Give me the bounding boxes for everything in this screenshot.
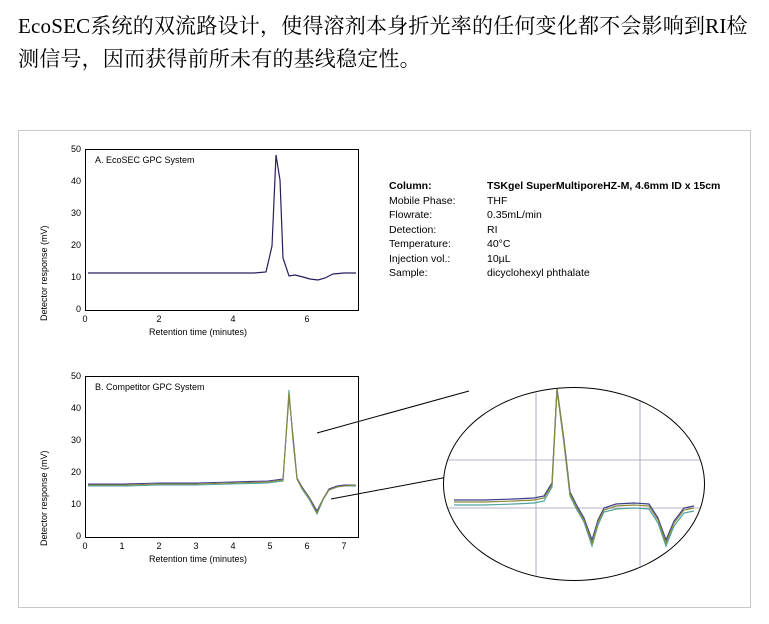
panel-b-xtick: 1 <box>119 541 125 551</box>
panel-b-ytick: 0 <box>75 531 81 541</box>
method-value: dicyclohexyl phthalate <box>487 267 590 279</box>
table-row <box>389 252 720 267</box>
panel-a-trace-svg <box>86 150 358 310</box>
method-value: 10µL <box>487 252 511 265</box>
method-key: Flowrate: <box>389 209 433 221</box>
panel-b-series-line <box>88 390 356 514</box>
method-value: THF <box>487 194 508 207</box>
panel-b-trace-svg <box>86 377 358 537</box>
panel-a-xlabel: Retention time (minutes) <box>149 327 248 337</box>
method-table <box>389 179 720 281</box>
panel-a-ytick: 40 <box>70 176 81 186</box>
method-value: TSKgel SuperMultiporeHZ-M, 4.6mm ID x 15cm <box>487 180 721 192</box>
panel-b-xtick: 6 <box>304 541 310 551</box>
magnifier-ellipse <box>443 387 705 581</box>
panel-a-xtick: 2 <box>156 314 162 324</box>
magnifier-series-line <box>454 388 694 540</box>
magnifier-series-line <box>454 390 694 546</box>
panel-b-series-line <box>88 396 356 511</box>
panel-b-xlabel: Retention time (minutes) <box>149 554 248 564</box>
panel-b-ylabel: Detector response (mV) <box>39 450 49 546</box>
magnified-detail-view <box>443 387 703 579</box>
intro-paragraph: EcoSEC系统的双流路设计，使得溶剂本身折光率的任何变化都不会影响到RI检测信号，因而获得前所未有的基线稳定性。 <box>18 14 748 71</box>
table-row <box>389 266 720 281</box>
panel-b-ytick: 30 <box>70 435 81 445</box>
method-conditions-table <box>389 179 739 281</box>
method-key: Detection: <box>389 223 437 236</box>
magnifier-series-line <box>454 389 694 543</box>
panel-b-xtick: 2 <box>156 541 162 551</box>
table-row <box>389 237 720 252</box>
panel-b-xtick: 4 <box>230 541 236 551</box>
method-key: Sample: <box>389 267 428 279</box>
panel-a-xtick: 0 <box>82 314 88 324</box>
panel-b-xtick: 7 <box>341 541 347 551</box>
panel-b-ytick: 10 <box>70 499 81 509</box>
table-row <box>389 223 720 238</box>
figure-container <box>18 130 751 608</box>
panel-b-ytick: 50 <box>70 371 81 381</box>
table-row <box>389 194 720 209</box>
table-row <box>389 208 720 223</box>
panel-b-series-line <box>88 393 356 513</box>
panel-a-ytick: 0 <box>75 304 81 314</box>
panel-b-ytick: 40 <box>70 403 81 413</box>
magnifier-trace-svg <box>444 388 702 578</box>
panel-a-series-line <box>88 155 356 280</box>
panel-a-xtick: 4 <box>230 314 236 324</box>
panel-b-plot-area <box>85 376 359 538</box>
method-key: Column: <box>389 180 432 192</box>
method-value: RI <box>487 223 498 236</box>
panel-a-plot-area <box>85 149 359 311</box>
panel-a-ytick: 20 <box>70 240 81 250</box>
method-value: 0.35mL/min <box>487 209 542 221</box>
method-key: Injection vol.: <box>389 252 451 265</box>
panel-a-ytick: 50 <box>70 144 81 154</box>
panel-a-ytick: 30 <box>70 208 81 218</box>
chart-panel-a <box>19 131 379 346</box>
method-key: Mobile Phase: <box>389 194 456 207</box>
panel-b-title: B. Competitor GPC System <box>95 382 205 392</box>
panel-b-xtick: 0 <box>82 541 88 551</box>
panel-a-ylabel: Detector response (mV) <box>39 225 49 321</box>
table-row <box>389 179 720 194</box>
chart-panel-b <box>19 346 379 591</box>
method-value: 40°C <box>487 238 511 250</box>
panel-a-title: A. EcoSEC GPC System <box>95 155 195 165</box>
panel-b-xtick: 3 <box>193 541 199 551</box>
panel-a-ytick: 10 <box>70 272 81 282</box>
method-key: Temperature: <box>389 238 451 250</box>
panel-b-xtick: 5 <box>267 541 273 551</box>
panel-b-ytick: 20 <box>70 467 81 477</box>
panel-a-xtick: 6 <box>304 314 310 324</box>
